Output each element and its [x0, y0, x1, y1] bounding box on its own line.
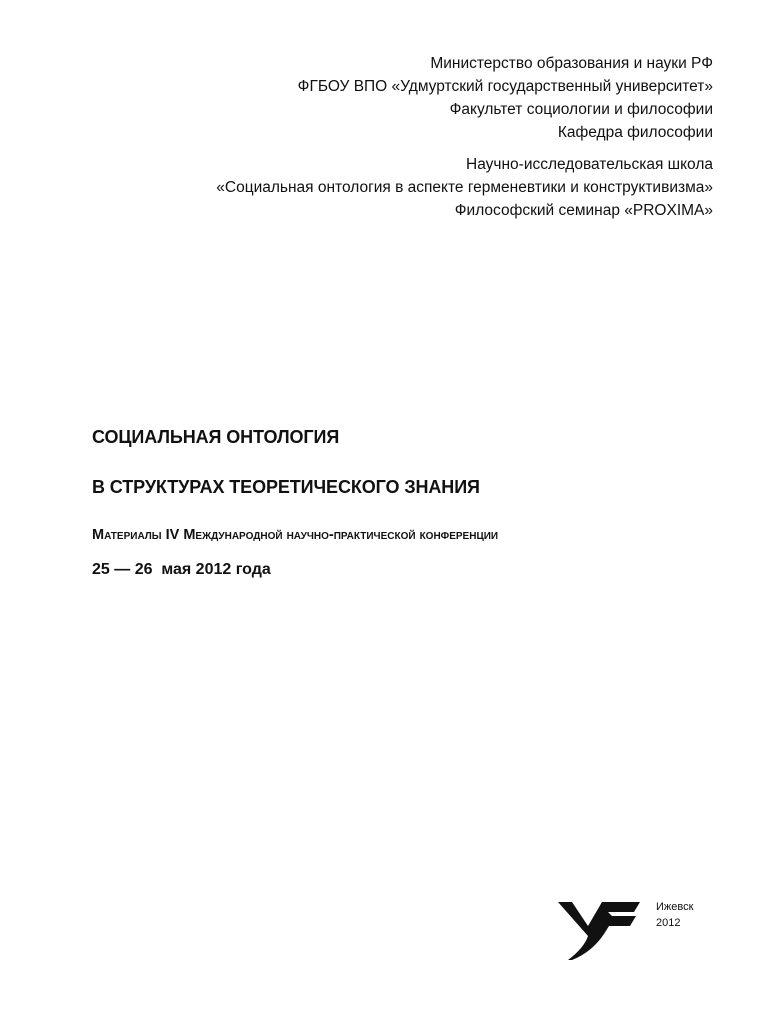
title-line-1: СОЦИАЛЬНАЯ ОНТОЛОГИЯ: [92, 427, 340, 447]
header-line-university: ФГБОУ ВПО «Удмуртский государственный университет»: [297, 78, 713, 95]
header-line-faculty: Факультет социологии и философии: [449, 101, 713, 118]
imprint-block: [656, 899, 693, 931]
imprint-city: Ижевск: [656, 901, 694, 913]
header-block: [73, 52, 713, 222]
title-line-2: В СТРУКТУРАХ ТЕОРЕТИЧЕСКОГО ЗНАНИЯ: [92, 477, 480, 497]
udsu-logo-icon: [558, 896, 640, 962]
imprint-year: 2012: [656, 917, 681, 929]
school-line-seminar: Философский семинар «PROXIMA»: [454, 202, 713, 219]
conference-subtitle: Материалы IV Международной научно-практической конференции: [92, 527, 499, 543]
school-block: [73, 153, 713, 222]
school-line-name: Научно-исследовательская школа: [466, 156, 713, 173]
header-line-department: Кафедра философии: [557, 124, 713, 141]
conference-date: 25 — 26 мая 2012 года: [92, 561, 271, 578]
school-line-topic: «Социальная онтология в аспекте герменевтики и конструктивизма»: [216, 179, 713, 196]
header-line-ministry: Министерство образования и науки РФ: [430, 55, 713, 72]
